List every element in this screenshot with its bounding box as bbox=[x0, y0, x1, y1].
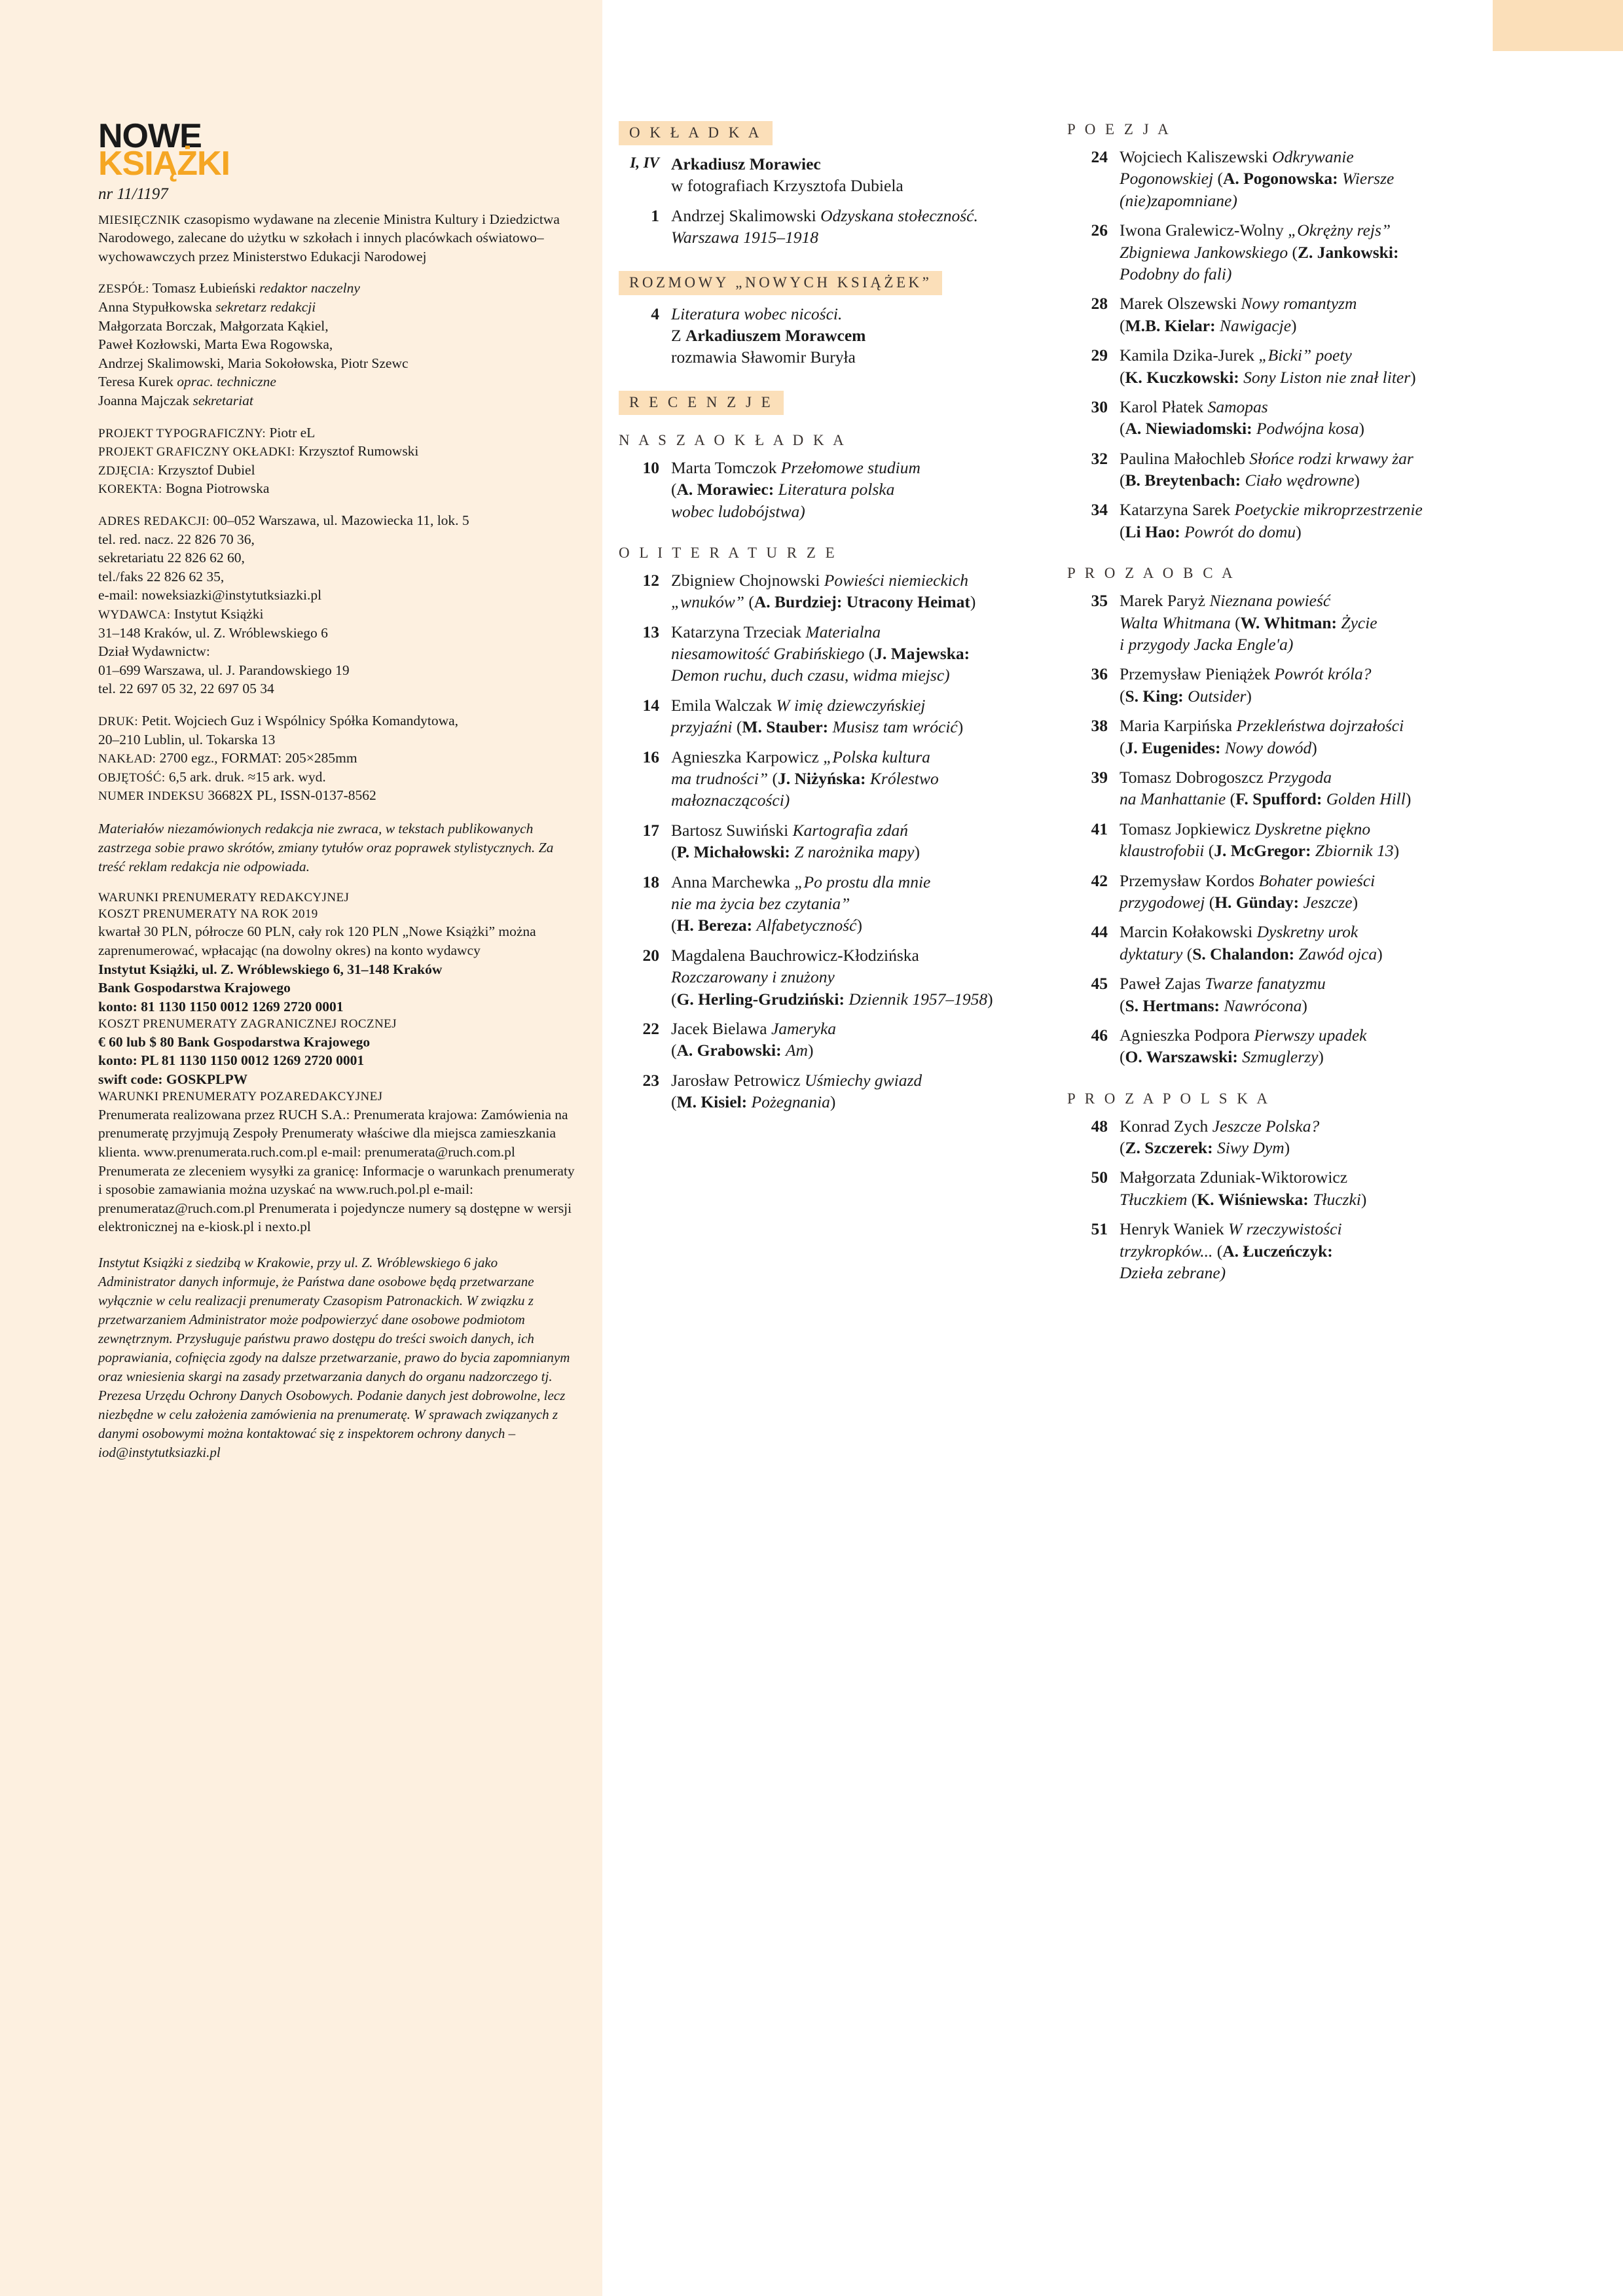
subscription-foreign-heading: KOSZT PRENUMERATY ZAGRANICZNEJ ROCZNEJ bbox=[98, 1017, 397, 1031]
address-line: sekretariatu 22 826 62 60, bbox=[98, 550, 245, 566]
section-header-poezja: P O E Z J A bbox=[1067, 121, 1172, 137]
subscription-external-heading: WARUNKI PRENUMERATY POZAREDAKCYJNEJ bbox=[98, 1090, 383, 1104]
toc-page-number: 48 bbox=[1091, 1116, 1108, 1136]
toc-entry[interactable] bbox=[1067, 818, 1519, 862]
address-line: tel./faks 22 826 62 35, bbox=[98, 568, 225, 584]
editorial-address bbox=[98, 511, 576, 698]
toc-page-number: 51 bbox=[1091, 1219, 1108, 1239]
print-label: DRUK: bbox=[98, 714, 139, 728]
credit-value: Piotr eL bbox=[269, 424, 316, 440]
toc-entry-text: Jacek Bielawa Jameryka (A. Grabowski: Am) bbox=[671, 1018, 837, 1060]
periodicity-label: MIESIĘCZNIK bbox=[98, 213, 181, 227]
spec-label: NAKŁAD: bbox=[98, 752, 156, 766]
toc-entry[interactable] bbox=[1067, 1024, 1519, 1068]
toc-entry-text: Przemysław Kordos Bohater powieści przygodowej (H. Günday: Jeszcze) bbox=[1120, 870, 1376, 912]
masthead-line-1: NOWE bbox=[98, 117, 202, 155]
toc-entry-text: Agnieszka Karpowicz „Polska kultura ma trudności” (J. Niżyńska: Królestwo małoznaczącości) bbox=[671, 747, 939, 810]
toc-entry[interactable] bbox=[1067, 146, 1519, 211]
subscription-foreign-account: konto: PL 81 1130 1150 0012 1269 2720 0001 bbox=[98, 1052, 365, 1069]
subscription-account-holder: Instytut Książki, ul. Z. Wróblewskiego 6, 31–148 Kraków bbox=[98, 961, 443, 977]
toc-page-number: 24 bbox=[1091, 147, 1108, 166]
toc-entry-text: Marek Paryż Nieznana powieść Walta Whitmana (W. Whitman: Życie i przygody Jacka Engle'a) bbox=[1120, 591, 1377, 655]
publisher-label: WYDAWCA: bbox=[98, 607, 171, 622]
team-member: Joanna Majczak sekretariat bbox=[98, 393, 253, 408]
publisher-line: tel. 22 697 05 32, 22 697 05 34 bbox=[98, 681, 274, 697]
publisher-line: 31–148 Kraków, ul. Z. Wróblewskiego 6 bbox=[98, 624, 328, 641]
toc-entry-text: Anna Marchewka „Po prostu dla mnie nie ma życia bez czytania” (H. Bereza: Alfabetyczność) bbox=[671, 872, 931, 935]
toc-entry-text: Zbigniew Chojnowski Powieści niemieckich „wnuków” (A. Burdziej: Utracony Heimat) bbox=[671, 570, 976, 612]
toc-page-number: 18 bbox=[642, 872, 659, 891]
toc-page-number: 17 bbox=[642, 820, 659, 840]
team-member: Paweł Kozłowski, Marta Ewa Rogowska, bbox=[98, 336, 333, 353]
spec-label: NUMER INDEKSU bbox=[98, 789, 204, 804]
toc-page-number: 4 bbox=[651, 304, 659, 323]
toc-entry-text: Magdalena Bauchrowicz-Kłodzińska Rozczarowany i znużony (G. Herling-Grudziński: Dziennik 1957–1958) bbox=[671, 945, 993, 1009]
section-header-okladka: O K Ł A D K A bbox=[619, 121, 773, 145]
toc-entry-text: Katarzyna Sarek Poetyckie mikroprzestrzenie (Li Hao: Powrót do domu) bbox=[1120, 500, 1423, 541]
toc-entry-text: Katarzyna Trzeciak Materialna niesamowitość Grabińskiego (J. Majewska: Demon ruchu, duch czasu, widma miejsc) bbox=[671, 622, 970, 685]
toc-entry[interactable] bbox=[619, 944, 1044, 1010]
toc-entry[interactable] bbox=[1067, 396, 1519, 440]
toc-page-number: 50 bbox=[1091, 1168, 1108, 1187]
toc-entry-text: Jarosław Petrowicz Uśmiechy gwiazd (M. Kisiel: Pożegnania) bbox=[671, 1070, 922, 1112]
toc-page-number: 44 bbox=[1091, 922, 1108, 942]
team-member: Teresa Kurek oprac. techniczne bbox=[98, 374, 276, 390]
section-header-rozmowy: ROZMOWY „NOWYCH KSIĄŻEK” bbox=[619, 271, 942, 295]
toc-entry[interactable] bbox=[1067, 766, 1519, 810]
toc-page-number: 1 bbox=[651, 206, 659, 225]
section-header-o-literaturze: O L I T E R A T U R Z E bbox=[619, 544, 838, 561]
toc-page-number: 39 bbox=[1091, 767, 1108, 787]
subscription-cost-heading: KOSZT PRENUMERATY NA ROK 2019 bbox=[98, 907, 318, 922]
toc-entry-text: Kamila Dzika-Jurek „Bicki” poety (K. Kuczkowski: Sony Liston nie znał liter) bbox=[1120, 346, 1416, 387]
toc-page-number: 26 bbox=[1091, 221, 1108, 240]
toc-entry[interactable] bbox=[619, 153, 1044, 197]
subscription-heading: WARUNKI PRENUMERATY REDAKCYJNEJ bbox=[98, 890, 350, 905]
toc-entry-text: Tomasz Dobrogoszcz Przygoda na Manhattanie (F. Spufford: Golden Hill) bbox=[1120, 767, 1412, 809]
toc-entry[interactable] bbox=[619, 569, 1044, 613]
toc-entry[interactable] bbox=[1067, 590, 1519, 655]
toc-page-number: 34 bbox=[1091, 500, 1108, 520]
print-line: Petit. Wojciech Guz i Wspólnicy Spółka Komandytowa, bbox=[141, 712, 459, 728]
toc-entry[interactable] bbox=[619, 1069, 1044, 1113]
toc-entry[interactable] bbox=[1067, 715, 1519, 759]
team-label: ZESPÓŁ: bbox=[98, 282, 149, 296]
toc-entry-text: Emila Walczak W imię dziewczyńskiej przyjaźni (M. Stauber: Musisz tam wrócić) bbox=[671, 695, 964, 737]
toc-entry[interactable] bbox=[1067, 973, 1519, 1016]
toc-entry[interactable] bbox=[619, 746, 1044, 812]
toc-page-number: 16 bbox=[642, 747, 659, 766]
section-header-proza-polska: P R O Z A P O L S K A bbox=[1067, 1090, 1271, 1107]
toc-page-number: 32 bbox=[1091, 448, 1108, 468]
toc-entry[interactable] bbox=[619, 205, 1044, 249]
toc-entry-text: Konrad Zych Jeszcze Polska? (Z. Szczerek: Siwy Dym) bbox=[1120, 1116, 1320, 1158]
spec-value: 6,5 ark. druk. ≈15 ark. wyd. bbox=[168, 768, 326, 785]
toc-entry[interactable] bbox=[619, 694, 1044, 738]
toc-entry-text: Wojciech Kaliszewski Odkrywanie Pogonowskiej (A. Pogonowska: Wiersze (nie)zapomniane) bbox=[1120, 147, 1395, 210]
toc-entry-text: Marek Olszewski Nowy romantyzm (M.B. Kielar: Nawigacje) bbox=[1120, 294, 1357, 335]
contents-column-right bbox=[1067, 121, 1519, 1291]
address-email[interactable]: e-mail: noweksiazki@instytutksiazki.pl bbox=[98, 587, 322, 603]
credit-value: Krzysztof Rumowski bbox=[299, 443, 419, 459]
toc-entry[interactable] bbox=[619, 819, 1044, 863]
subscription-external-text: Prenumerata realizowana przez RUCH S.A.: Prenumerata krajowa: Zamówienia na prenumeratę przyjmują Zespoły Prenumeraty właściwe dla miejsca zamieszkania klienta. www.prenumerata.ruch.com.pl e-mail: prenumerata@ruch.com.pl Prenumerata ze zleceniem wysyłki za granicę: Informacje o warunkach prenumeraty i sposobie zamawiania można uzyskać na www.ruch.pol.pl e-mail: prenumerataz@ruch.com.pl Prenumerata i pojedyncze numery są dostępne w wersji elektronicznej na e-kiosk.pl i nexto.pl bbox=[98, 1106, 575, 1235]
address-line: 00–052 Warszawa, ul. Mazowiecka 11, lok. 5 bbox=[213, 512, 469, 528]
toc-entry[interactable] bbox=[1067, 870, 1519, 914]
toc-entry[interactable] bbox=[1067, 1115, 1519, 1159]
section-header-recenzje: R E C E N Z J E bbox=[619, 391, 784, 415]
publisher-line: Instytut Książki bbox=[173, 605, 264, 622]
subscription-account-number: konto: 81 1130 1150 0012 1269 2720 0001 bbox=[98, 998, 344, 1014]
spec-value: 2700 egz., FORMAT: 205×285mm bbox=[159, 750, 357, 766]
credits bbox=[98, 423, 576, 498]
toc-entry-text: Paulina Małochleb Słońce rodzi krwawy żar (B. Breytenbach: Ciało wędrowne) bbox=[1120, 448, 1413, 490]
spec-value: 36682X PL, ISSN-0137-8562 bbox=[208, 787, 376, 804]
gdpr-notice: Instytut Książki z siedzibą w Krakowie, przy ul. Z. Wróblewskiego 6 jako Administrator danych informuje, że Państwa dane osobowe będą przetwarzane wyłącznie w celu realizacji prenumeraty Czasopism Patronackich. W związku z przetwarzaniem Administrator może podpowierzyć dane osobowe podmiotom zewnętrznym. Przysługuje państwu prawo dostępu do treści swoich danych, ich poprawiania, cofnięcia zgody na dalsze przetwarzanie, prawo do bycia zapomnianym oraz wniesienia skargi na zasady przetwarzania danych do organu nadzorczego tj. Prezesa Urzędu Ochrony Danych Osobowych. Podanie danych jest dobrowolne, lecz niezbędne w celu założenia zamówienia na prenumeratę. W sprawach związanych z danymi osobowymi można kontaktować się z inspektorem ochrony danych – iod@instytutksiazki.pl bbox=[98, 1254, 570, 1460]
toc-entry[interactable] bbox=[1067, 344, 1519, 388]
toc-entry-text: Literatura wobec nicości. Z Arkadiuszem Morawcem rozmawia Sławomir Buryła bbox=[671, 304, 866, 367]
subscription-text: kwartał 30 PLN, półrocze 60 PLN, cały rok 120 PLN „Nowe Książki” można zaprenumerować, wpłacając (na dowolny okres) na konto wydawcy bbox=[98, 924, 536, 959]
toc-page-number: 20 bbox=[642, 945, 659, 965]
printing-info bbox=[98, 711, 576, 805]
toc-entry-text: Henryk Waniek W rzeczywistości trzykropków... (A. Łuczeńczyk: Dzieła zebrane) bbox=[1120, 1219, 1342, 1283]
toc-entry[interactable] bbox=[1067, 921, 1519, 965]
publisher-line: 01–699 Warszawa, ul. J. Parandowskiego 19 bbox=[98, 662, 350, 678]
toc-entry[interactable] bbox=[1067, 1166, 1519, 1210]
toc-entry-text: Marta Tomczok Przełomowe studium (A. Morawiec: Literatura polska wobec ludobójstwa) bbox=[671, 457, 921, 521]
credit-label: PROJEKT TYPOGRAFICZNY: bbox=[98, 426, 266, 440]
toc-page-number: 10 bbox=[642, 457, 659, 477]
toc-page-number: 35 bbox=[1091, 591, 1108, 611]
section-header-proza-obca: P R O Z A O B C A bbox=[1067, 565, 1236, 582]
issue-number: nr 11/1197 bbox=[98, 185, 168, 203]
credit-label: KOREKTA: bbox=[98, 482, 162, 497]
masthead-line-2: KSIĄŻKI bbox=[98, 144, 230, 183]
team-member: Tomasz Łubieński redaktor naczelny bbox=[152, 280, 360, 296]
toc-page-number: 36 bbox=[1091, 664, 1108, 684]
toc-entry-text: Bartosz Suwiński Kartografia zdań (P. Michałowski: Z narożnika mapy) bbox=[671, 820, 920, 862]
toc-page-number: 28 bbox=[1091, 294, 1108, 314]
toc-page-number: 46 bbox=[1091, 1025, 1108, 1045]
toc-entry[interactable] bbox=[619, 303, 1044, 368]
toc-entry-text: Maria Karpińska Przekleństwa dojrzałości (J. Eugenides: Nowy dowód) bbox=[1120, 716, 1404, 757]
toc-entry-text: Arkadiusz Morawiec w fotografiach Krzysztofa Dubiela bbox=[671, 154, 903, 196]
toc-page-number: I, IV bbox=[630, 154, 659, 171]
credit-label: ZDJĘCIA: bbox=[98, 463, 155, 478]
toc-entry[interactable] bbox=[619, 1018, 1044, 1062]
toc-page-number: 23 bbox=[642, 1070, 659, 1090]
toc-entry[interactable] bbox=[619, 871, 1044, 937]
subscription-bank: Bank Gospodarstwa Krajowego bbox=[98, 980, 291, 996]
toc-entry-text: Paweł Zajas Twarze fanatyzmu (S. Hertmans: Nawrócona) bbox=[1120, 974, 1326, 1015]
toc-entry-text: Iwona Gralewicz-Wolny „Okrężny rejs” Zbigniewa Jankowskiego (Z. Jankowski: Podobny do fali) bbox=[1120, 221, 1399, 283]
toc-entry[interactable] bbox=[619, 621, 1044, 687]
credit-label: PROJEKT GRAFICZNY OKŁADKI: bbox=[98, 445, 295, 459]
toc-entry-text: Tomasz Jopkiewicz Dyskretne piękno klaustrofobii (J. McGregor: Zbiornik 13) bbox=[1120, 819, 1400, 861]
spec-label: OBJĘTOŚĆ: bbox=[98, 770, 166, 785]
toc-page-number: 45 bbox=[1091, 974, 1108, 994]
toc-entry[interactable] bbox=[1067, 1218, 1519, 1283]
toc-page-number: 29 bbox=[1091, 346, 1108, 365]
credit-value: Bogna Piotrowska bbox=[166, 480, 270, 497]
toc-page-number: 14 bbox=[642, 695, 659, 715]
address-line: tel. red. nacz. 22 826 70 36, bbox=[98, 531, 255, 547]
toc-entry[interactable] bbox=[1067, 293, 1519, 336]
toc-entry[interactable] bbox=[1067, 448, 1519, 492]
masthead bbox=[98, 117, 576, 204]
contents-column-middle bbox=[619, 121, 1044, 1121]
toc-entry-text: Przemysław Pieniążek Powrót króla? (S. King: Outsider) bbox=[1120, 664, 1372, 706]
toc-entry-text: Andrzej Skalimowski Odzyskana stołeczność. Warszawa 1915–1918 bbox=[671, 206, 978, 247]
print-line: 20–210 Lublin, ul. Tokarska 13 bbox=[98, 731, 276, 747]
toc-page-number: 12 bbox=[642, 570, 659, 590]
toc-page-number: 22 bbox=[642, 1018, 659, 1038]
toc-page-number: 41 bbox=[1091, 819, 1108, 838]
subscription-info bbox=[98, 889, 576, 1236]
toc-entry-text: Karol Płatek Samopas (A. Niewiadomski: Podwójna kosa) bbox=[1120, 397, 1365, 439]
team-member: Andrzej Skalimowski, Maria Sokołowska, Piotr Szewc bbox=[98, 355, 409, 371]
publisher-line: Dział Wydawnictw: bbox=[98, 643, 210, 660]
publication-description-text: czasopismo wydawane na zlecenie Ministra Kultury i Dziedzictwa Narodowego, zalecane do użytku w szkołach i innych placówkach oświatowo–wychowawczych przez Ministerstwo Edukacji Narodowej bbox=[98, 211, 560, 264]
imprint-column bbox=[98, 117, 576, 1462]
toc-entry[interactable] bbox=[1067, 219, 1519, 285]
publication-description bbox=[98, 210, 576, 266]
toc-page-number: 13 bbox=[642, 622, 659, 641]
toc-entry[interactable] bbox=[619, 457, 1044, 522]
toc-entry[interactable] bbox=[1067, 663, 1519, 707]
editorial-team bbox=[98, 279, 576, 410]
toc-page-number: 38 bbox=[1091, 716, 1108, 736]
toc-page-number: 42 bbox=[1091, 870, 1108, 890]
credit-value: Krzysztof Dubiel bbox=[157, 461, 255, 478]
top-right-accent-block bbox=[1493, 0, 1623, 51]
toc-entry[interactable] bbox=[1067, 499, 1519, 543]
toc-entry-text: Małgorzata Zduniak-Wiktorowicz Tłuczkiem (K. Wiśniewska: Tłuczki) bbox=[1120, 1168, 1367, 1209]
submission-disclaimer: Materiałów niezamówionych redakcja nie zwraca, w tekstach publikowanych zastrzega sobie prawo skrótów, zmiany tytułów oraz poprawek stylistycznych. Za treść reklam redakcja nie odpowiada. bbox=[98, 820, 554, 874]
team-member: Małgorzata Borczak, Małgorzata Kąkiel, bbox=[98, 317, 329, 334]
toc-page-number: 30 bbox=[1091, 397, 1108, 416]
toc-entry-text: Marcin Kołakowski Dyskretny urok dyktatury (S. Chalandon: Zawód ojca) bbox=[1120, 922, 1383, 963]
subscription-swift-code: swift code: GOSKPLPW bbox=[98, 1071, 248, 1087]
toc-entry-text: Agnieszka Podpora Pierwszy upadek (O. Warszawski: Szmuglerzy) bbox=[1120, 1025, 1367, 1067]
address-label: ADRES REDAKCJI: bbox=[98, 514, 210, 528]
section-header-nasza-okladka: N A S Z A O K Ł A D K A bbox=[619, 431, 847, 448]
subscription-foreign-price: € 60 lub $ 80 Bank Gospodarstwa Krajowego bbox=[98, 1033, 371, 1050]
team-member: Anna Stypułkowska sekretarz redakcji bbox=[98, 299, 316, 315]
